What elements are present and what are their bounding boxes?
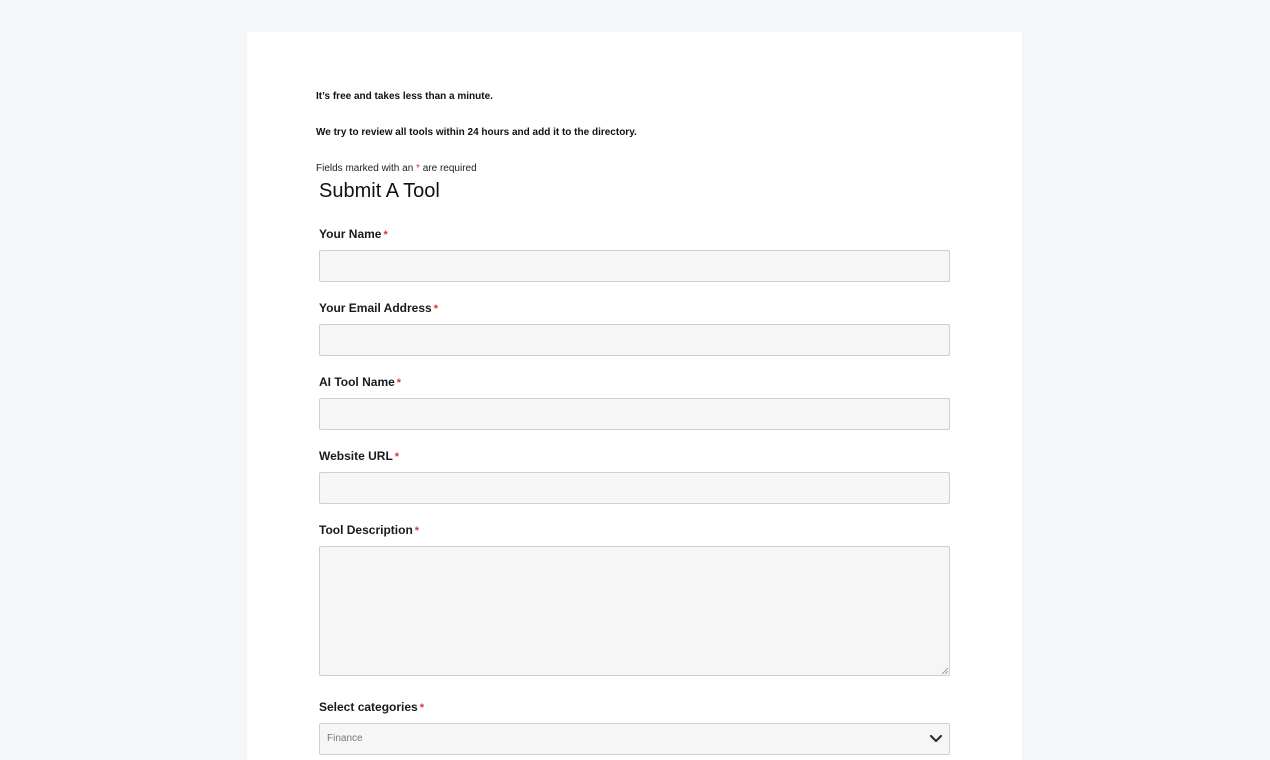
required-note-prefix: Fields marked with an <box>316 163 414 174</box>
name-label-text: Your Name <box>319 227 382 241</box>
tool-name-required-asterisk: * <box>396 377 402 389</box>
description-label <box>319 523 419 537</box>
name-required-asterisk: * <box>383 229 388 241</box>
categories-label-text: Select categories <box>319 700 418 714</box>
chevron-down-icon <box>929 734 943 744</box>
required-note-suffix: are required <box>422 163 477 174</box>
form-card <box>247 32 1022 760</box>
categories-select[interactable] <box>319 723 950 755</box>
tool-name-label <box>319 375 401 389</box>
description-textarea[interactable] <box>319 546 950 676</box>
required-fields-note <box>316 163 477 174</box>
name-input[interactable] <box>319 250 950 282</box>
intro-text-free: It’s free and takes less than a minute. <box>316 91 493 102</box>
tool-name-input[interactable] <box>319 398 950 430</box>
description-required-asterisk: * <box>414 525 420 537</box>
website-required-asterisk: * <box>394 451 400 463</box>
resize-grip-icon[interactable] <box>941 667 948 674</box>
email-label <box>319 301 438 315</box>
categories-label <box>319 700 424 714</box>
name-label <box>319 227 388 241</box>
description-label-text: Tool Description <box>319 523 413 537</box>
website-url-input[interactable] <box>319 472 950 504</box>
intro-text-review: We try to review all tools within 24 hours and add it to the directory. <box>316 127 637 138</box>
website-label <box>319 449 399 463</box>
categories-required-asterisk: * <box>419 702 424 714</box>
form-title: Submit A Tool <box>319 180 440 202</box>
categories-selected-value: Finance <box>327 733 363 744</box>
required-note-asterisk: * <box>416 163 420 174</box>
tool-name-label-text: AI Tool Name <box>319 375 395 389</box>
email-required-asterisk: * <box>433 303 438 315</box>
website-label-text: Website URL <box>319 449 393 463</box>
email-label-text: Your Email Address <box>319 301 432 315</box>
email-input[interactable] <box>319 324 950 356</box>
